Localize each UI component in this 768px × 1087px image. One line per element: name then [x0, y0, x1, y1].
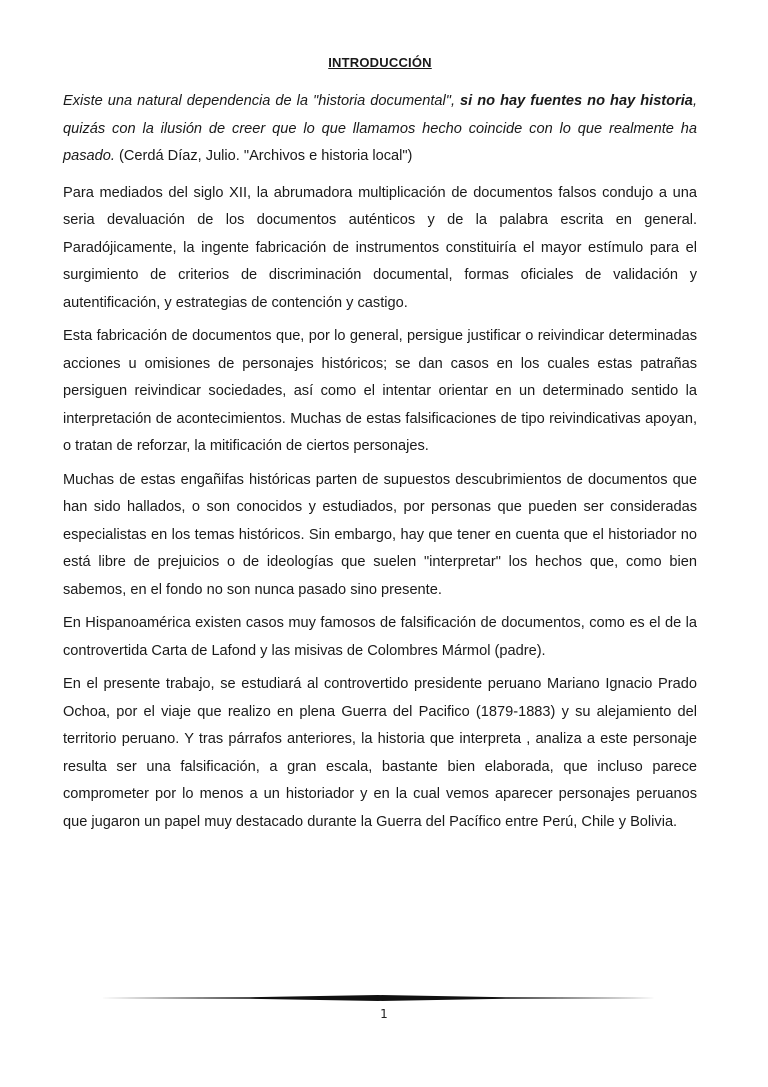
quote-text-start: Existe una natural dependencia de la "historia documental",: [63, 93, 461, 109]
page-number: 1: [380, 1007, 388, 1021]
quote-emphasis: si no hay fuentes no hay historia: [460, 93, 693, 109]
quote-text-end: , quizás con la ilusión de creer que lo que llamamos hecho coincide con lo que realmente ha pasado.: [63, 93, 697, 164]
paragraph: Para mediados del siglo XII, la abrumadora multiplicación de documentos falsos condujo a una seria devaluación de los documentos auténticos y de la palabra escrita en general. Paradójicamente, la ingente fabricación de instrumentos constituiría el mayor estímulo para el surgimiento de criterios de discriminación documental, formas oficiales de validación y autentificación, y estrategias de contención y castigo.: [63, 184, 697, 311]
paragraph: Muchas de estas engañifas históricas parten de supuestos descubrimientos de documentos que han sido hallados, o son conocidos y estudiados, por personas que pueden ser consideradas especialistas en los temas históricos. Sin embargo, hay que tener en cuenta que el historiador no está libre de prejuicios o de ideologías que suelen "interpretar" los hechos que, como bien sabemos, en el fondo no son nunca pasado sino presente.: [63, 471, 697, 598]
footer-divider: [100, 994, 656, 1002]
epigraph-quote: [63, 88, 697, 171]
quote-citation: (Cerdá Díaz, Julio. "Archivos e historia local"): [114, 148, 413, 164]
paragraph: En Hispanoamérica existen casos muy famosos de falsificación de documentos, como es el de la controvertida Carta de Lafond y las misivas de Colombres Mármol (padre).: [63, 615, 697, 659]
paragraph: Esta fabricación de documentos que, por lo general, persigue justificar o reivindicar determinadas acciones u omisiones de personajes históricos; se dan casos en los cuales estas patrañas persiguen reivindicar sociedades, así como el intentar orientar en un determinado sentido la interpretación de acontecimientos. Muchas de estas falsificaciones de tipo reivindicativas apoyan, o tratan de reforzar, la mitificación de ciertos personajes.: [63, 328, 697, 454]
page-title: INTRODUCCIÓN: [328, 55, 432, 70]
paragraph: En el presente trabajo, se estudiará al controvertido presidente peruano Mariano Ignacio Prado Ochoa, por el viaje que realizo en plena Guerra del Pacifico (1879-1883) y su alejamiento del territorio peruano. Y tras párrafos anteriores, la historia que interpreta , analiza a este personaje resulta ser una falsificación, a gran escala, bastante bien elaborada, que incluso parece comprometer por lo menos a un historiador y en la cual vemos aparecer personajes peruanos que jugaron un papel muy destacado durante la Guerra del Pacífico entre Perú, Chile y Bolivia.: [63, 676, 697, 830]
document-body: [63, 88, 697, 842]
